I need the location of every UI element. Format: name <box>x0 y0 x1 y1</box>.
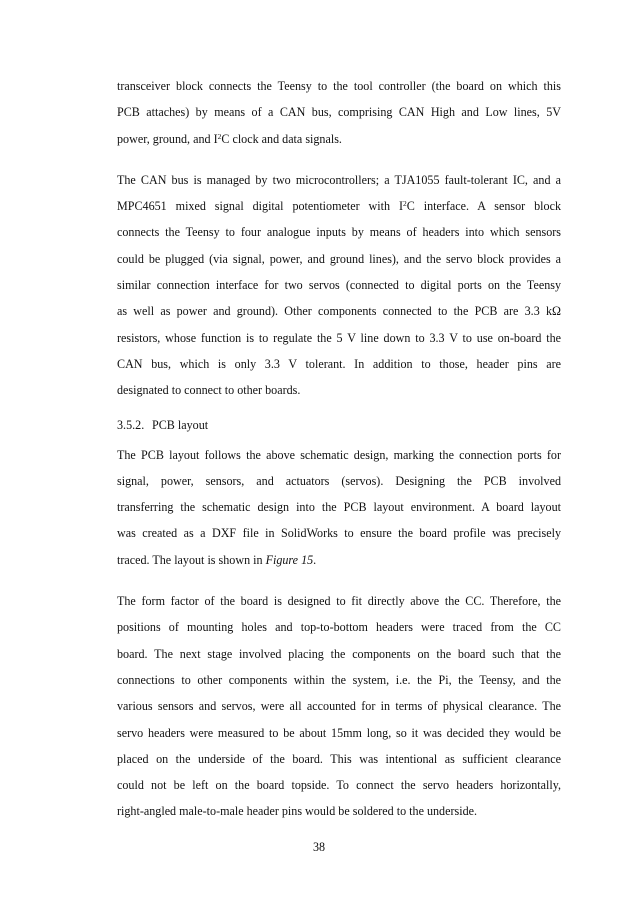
text-line: various sensors and servos, were all accounted for in terms of physical clearance. The <box>117 699 561 714</box>
page-number: 38 <box>312 840 326 854</box>
text-line: board. The next stage involved placing the components on the board such that the <box>117 646 561 661</box>
text-line: was created as a DXF file in SolidWorks to ensure the board profile was precisely <box>117 526 561 541</box>
text-line: as well as power and ground). Other components connected to the PCB are 3.3 kΩ <box>117 304 561 319</box>
text-line: similar connection interface for two servos (connected to digital ports on the Teensy <box>117 278 561 293</box>
text-line: connections to other components within the system, i.e. the Pi, the Teensy, and the <box>117 672 561 687</box>
text-line: resistors, whose function is to regulate the 5 V line down to 3.3 V to use on-board the <box>117 330 561 345</box>
text-line: transceiver block connects the Teensy to the tool controller (the board on which this <box>117 79 561 93</box>
text-line: power, ground, and $I^2C$ clock and data signals. <box>117 131 342 146</box>
text-line: positions of mounting holes and top-to-bottom headers were traced from the CC <box>117 620 561 635</box>
text-line: The PCB layout follows the above schematic design, marking the connection ports for <box>117 447 561 462</box>
text-line: signal, power, sensors, and actuators (servos). Designing the PCB involved <box>117 473 561 488</box>
text-line: MPC4651 mixed signal digital potentiometer with $I^2C$ interface. A sensor block <box>117 199 561 214</box>
text-line: servo headers were measured to be about 15mm long, so it was decided they would be <box>117 725 561 740</box>
text-line: could not be left on the board topside. To connect the servo headers horizontally, <box>117 778 561 793</box>
text-line: right-angled male-to-male header pins would be soldered to the underside. <box>117 804 478 819</box>
paragraph-can-bus <box>117 167 561 404</box>
text-line: transferring the schematic design into the PCB layout environment. A board layout <box>117 500 561 515</box>
text-line: The CAN bus is managed by two microcontrollers; a TJA1055 fault-tolerant IC, and a <box>117 172 561 187</box>
paragraph-can-transceiver <box>117 73 561 152</box>
paragraph-form-factor <box>117 588 561 825</box>
section-heading <box>117 412 561 438</box>
section-title: PCB layout <box>152 417 209 432</box>
text-line: PCB attaches) by means of a CAN bus, comprising CAN High and Low lines, 5V <box>117 105 561 120</box>
paragraph-pcb-layout <box>117 442 561 573</box>
section-number: 3.5.2. <box>117 417 145 432</box>
text-line: connects the Teensy to four analogue inputs by means of headers into which sensors <box>117 225 561 240</box>
text-line: CAN bus, which is only 3.3 V tolerant. In addition to those, header pins are <box>117 356 561 371</box>
text-line: could be plugged (via signal, power, and ground lines), and the servo block provides a <box>117 251 561 266</box>
figure-reference: Figure 15 <box>265 552 314 567</box>
page-body <box>117 73 561 825</box>
text-line: The form factor of the board is designed to fit directly above the CC. Therefore, the <box>117 594 561 609</box>
text-line: designated to connect to other boards. <box>117 383 301 398</box>
text-line: placed on the underside of the board. This was intentional as sufficient clearance <box>117 751 561 766</box>
text-line: traced. The layout is shown in Figure 15. <box>117 552 317 567</box>
